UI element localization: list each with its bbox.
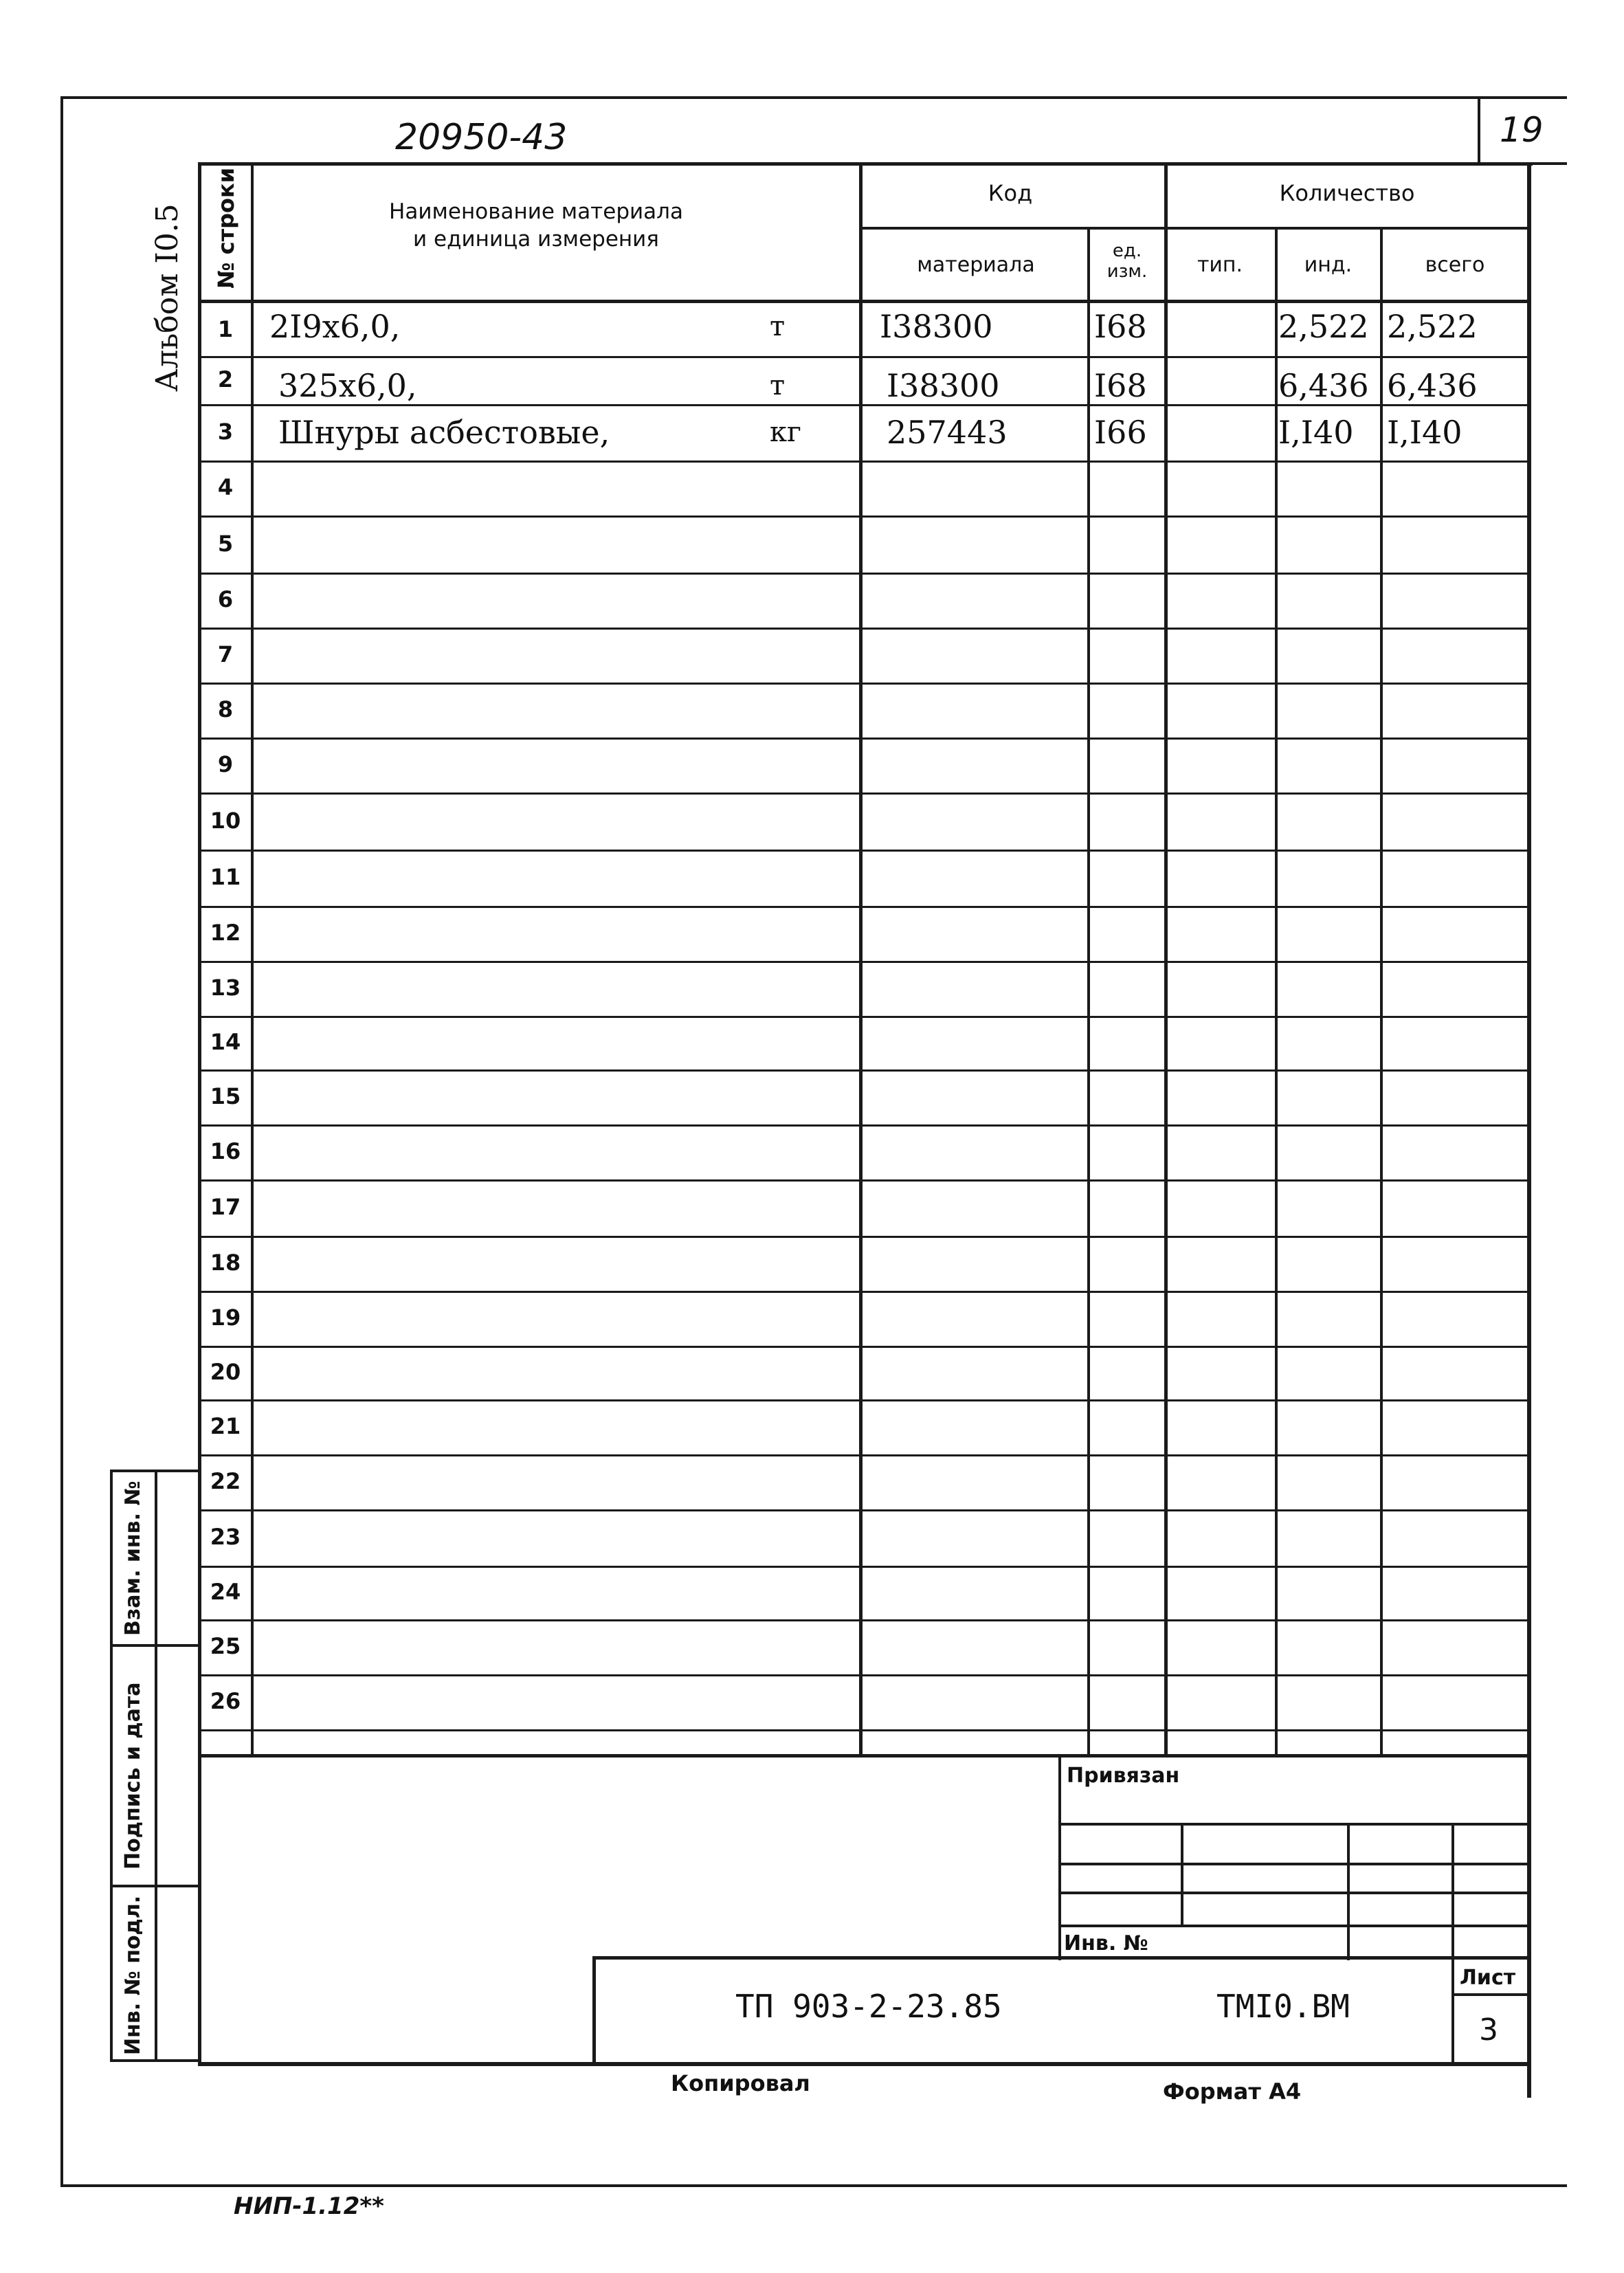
row3-unit-code: I66	[1094, 414, 1147, 451]
side-inv-podl: Инв. № подл.	[121, 1895, 145, 2055]
row3-total: I,I40	[1387, 414, 1462, 451]
row-separator	[199, 1291, 1530, 1293]
row-separator	[199, 850, 1530, 852]
row-separator	[199, 792, 1530, 795]
row-separator	[199, 1346, 1530, 1348]
album-label: Альбом I0.5	[150, 203, 185, 392]
row-separator	[199, 1236, 1530, 1238]
header-qty-typ: тип.	[1197, 253, 1243, 277]
tb-bound-label: Привязан	[1067, 1764, 1180, 1788]
row3-unit: кг	[770, 417, 801, 448]
tb-strip-top	[592, 1956, 1530, 1960]
row1-unit: т	[770, 311, 786, 342]
row-separator	[199, 1619, 1530, 1621]
row-separator	[199, 738, 1530, 740]
row-number: 8	[217, 696, 234, 722]
row-separator	[199, 573, 1530, 575]
header-code-material: материала	[917, 253, 1035, 277]
row-number: 17	[210, 1194, 241, 1220]
row-number: 23	[210, 1524, 241, 1550]
row-separator	[199, 515, 1530, 518]
row-separator	[199, 1179, 1530, 1182]
row-separator	[199, 356, 1530, 358]
row-number: 21	[210, 1413, 241, 1439]
side-stamp-sep2	[110, 1885, 199, 1887]
row3-name: Шнуры асбестовые,	[278, 414, 610, 451]
tb-line-d	[1058, 1925, 1530, 1927]
row1-name: 2I9x6,0,	[269, 308, 401, 345]
row-number: 19	[210, 1305, 241, 1331]
header-code-divider	[859, 227, 1530, 230]
side-stamp-sep1	[110, 1644, 199, 1647]
row-separator	[199, 1729, 1530, 1731]
row-separator	[199, 1399, 1530, 1401]
tb-bound-left	[1058, 1754, 1061, 1960]
row-number: 3	[217, 419, 234, 445]
sheet-corner-number: 19	[1500, 110, 1544, 150]
header-bottom-border	[199, 300, 1530, 303]
tb-inv-no: Инв. №	[1064, 1931, 1148, 1955]
tb-col-c	[1451, 1823, 1454, 1960]
tb-sheet-divider	[1451, 1993, 1530, 1996]
footer-bottom-mark: НИП-1.12**	[234, 2193, 384, 2220]
row-number: 13	[210, 975, 241, 1001]
row-number: 7	[217, 641, 234, 667]
row1-total: 2,522	[1387, 308, 1478, 345]
header-code: Код	[988, 180, 1033, 206]
row-number: 16	[210, 1138, 241, 1164]
row2-material-code: I38300	[887, 367, 1000, 404]
row1-unit-code: I68	[1094, 308, 1147, 345]
header-code-unit-2: изм.	[1106, 261, 1148, 282]
col-line-total	[1380, 227, 1383, 1757]
col-line-name	[251, 162, 254, 1757]
row-number: 22	[210, 1468, 241, 1494]
tb-line-b	[1058, 1863, 1530, 1865]
header-name-line1: Наименование материала	[389, 199, 683, 224]
row-separator	[199, 961, 1530, 963]
row-number: 26	[210, 1688, 241, 1714]
side-signature-date: Подпись и дата	[121, 1682, 145, 1870]
tb-line-a	[1058, 1823, 1530, 1826]
row-number: 6	[217, 586, 234, 612]
row3-material-code: 257443	[887, 414, 1008, 451]
col-line-code	[859, 162, 863, 1757]
corner-divider	[1478, 96, 1480, 165]
table-bottom-border	[199, 2062, 1530, 2066]
row-number: 15	[210, 1083, 241, 1109]
row2-ind: 6,436	[1278, 367, 1369, 404]
document-number: 20950-43	[395, 117, 568, 158]
tb-doc-code: ТМI0.ВМ	[1216, 1988, 1350, 2025]
tb-project-code: ТП 903-2-23.85	[735, 1988, 1002, 2025]
col-line-qty	[1164, 162, 1168, 1757]
footer-format: Формат А4	[1163, 2078, 1302, 2105]
row2-total: 6,436	[1387, 367, 1478, 404]
row-number: 11	[210, 864, 241, 890]
table-top-border	[199, 162, 1533, 166]
header-code-unit-1: ед.	[1112, 241, 1142, 261]
row-number: 5	[217, 530, 234, 557]
header-row-no: № строки	[213, 167, 239, 289]
header-name-line2: и единица измерения	[413, 227, 659, 252]
row1-material-code: I38300	[880, 308, 993, 345]
row-separator	[199, 1566, 1530, 1568]
row-number: 18	[210, 1250, 241, 1276]
tb-strip-left	[592, 1956, 596, 2065]
row2-unit-code: I68	[1094, 367, 1147, 404]
row2-name: 325x6,0,	[278, 367, 417, 404]
row-number: 2	[217, 366, 234, 392]
row-number: 12	[210, 920, 241, 946]
header-qty-total: всего	[1425, 253, 1485, 277]
row-number: 20	[210, 1359, 241, 1385]
sheet-frame	[60, 96, 1567, 2187]
row-number: 4	[217, 474, 234, 500]
row-separator	[199, 1016, 1530, 1018]
row-number: 25	[210, 1633, 241, 1659]
tb-col-a	[1181, 1823, 1183, 1927]
col-line-unit	[1087, 227, 1090, 1757]
side-stamp-divider	[155, 1470, 157, 2062]
row-separator	[199, 906, 1530, 908]
footer-copied: Копировал	[671, 2070, 810, 2096]
row-number: 10	[210, 807, 241, 834]
row-separator	[199, 1069, 1530, 1072]
row3-ind: I,I40	[1278, 414, 1354, 451]
row1-ind: 2,522	[1278, 308, 1369, 345]
row-number: 9	[217, 751, 234, 777]
row-number: 14	[210, 1029, 241, 1055]
tb-col-b	[1347, 1823, 1350, 1960]
col-line-ind	[1275, 227, 1278, 1757]
tb-sheet-left	[1451, 1956, 1454, 2065]
row-separator	[199, 461, 1530, 463]
row-separator	[199, 1124, 1530, 1127]
row-separator	[199, 1509, 1530, 1511]
side-vzam-inv: Взам. инв. №	[121, 1481, 145, 1636]
row-separator	[199, 683, 1530, 685]
row-separator	[199, 1454, 1530, 1456]
row-separator	[199, 628, 1530, 630]
tb-line-c	[1058, 1892, 1530, 1894]
row-number: 24	[210, 1579, 241, 1605]
row-separator	[199, 1674, 1530, 1676]
row-separator	[199, 404, 1530, 406]
row-number: 1	[217, 315, 234, 342]
table-right-border	[1527, 162, 1531, 2098]
row2-unit: т	[770, 370, 786, 401]
header-quantity: Количество	[1279, 180, 1415, 206]
title-block-top	[199, 1754, 1530, 1758]
tb-sheet-label: Лист	[1460, 1966, 1516, 1990]
tb-sheet-number: 3	[1479, 2013, 1498, 2048]
header-qty-ind: инд.	[1304, 253, 1353, 277]
